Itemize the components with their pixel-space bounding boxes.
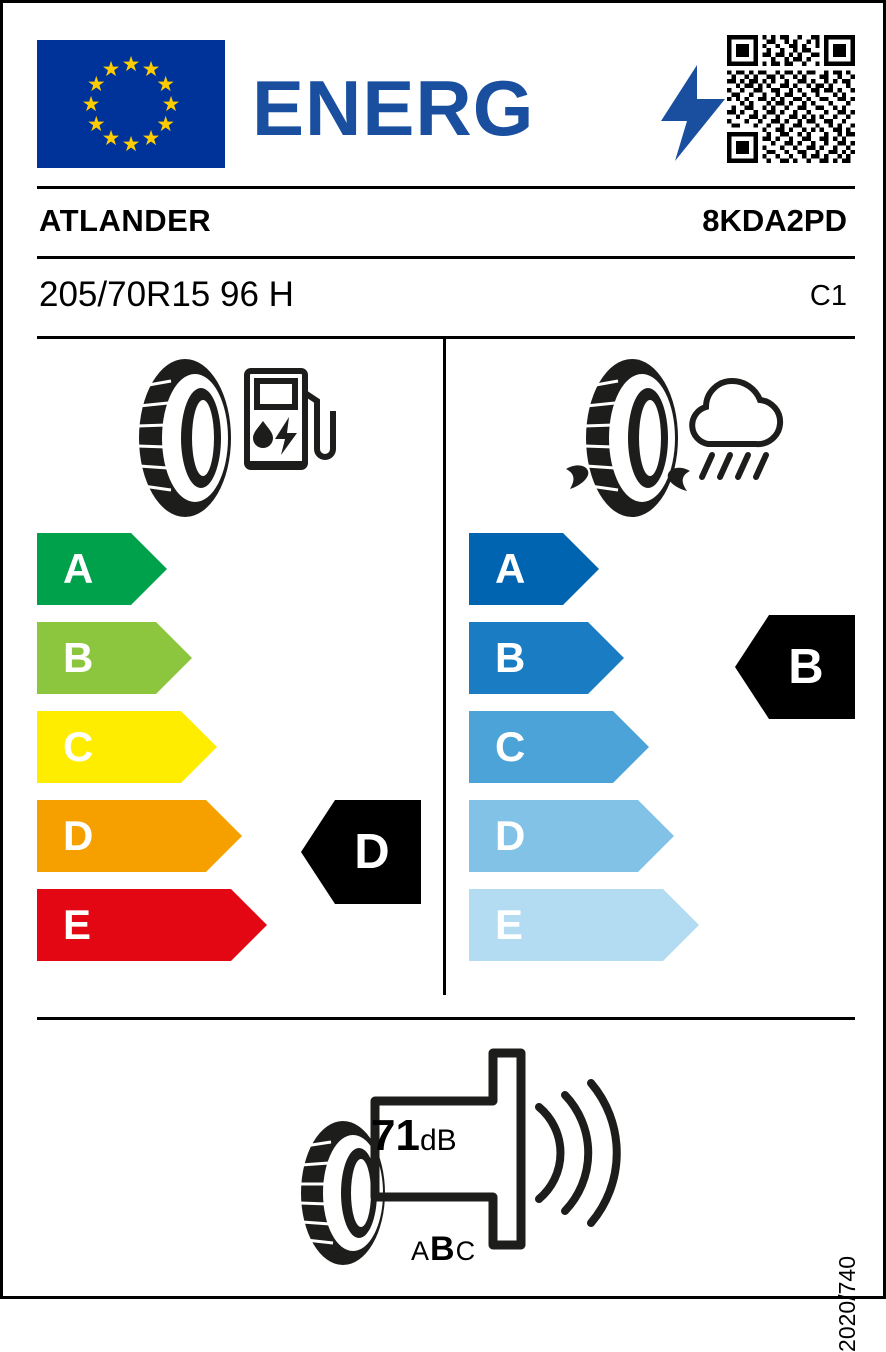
wet-grip-scale [469,533,699,978]
fuel-grade-row [37,711,267,783]
noise-class-c: C [455,1236,477,1266]
wet-grade-row [469,533,699,605]
fuel-grade-row [37,533,267,605]
fuel-grade-letter: A [63,545,94,592]
wet-grip-selected-marker [735,615,855,719]
supplier-name: ATLANDER [39,203,212,238]
eu-star-icon: ★ [86,72,106,96]
tyre-type-code: 8KDA2PD [702,203,847,238]
wet-grade-letter: E [495,901,524,948]
wet-grade-letter: A [495,545,526,592]
eu-flag-icon [37,40,225,168]
divider-bottom [37,336,855,339]
rain-cloud-tyre-icon [530,351,795,526]
wet-grade-row [469,622,699,694]
fuel-grade-letter: C [63,723,94,770]
eu-star-icon: ★ [101,127,121,151]
noise-decibels: 71 [371,1111,420,1160]
wet-grade-letter: B [495,634,526,681]
tyre-size-designation: 205/70R15 96 H [39,275,294,314]
noise-class-scale [411,1230,476,1269]
wet-grade-row [469,889,699,961]
fuel-grade-row [37,800,267,872]
page-title: ENERG [252,64,535,152]
fuel-grade-letter: E [63,901,92,948]
eu-star-icon: ★ [121,132,141,156]
eu-star-icon: ★ [101,57,121,81]
wet-grade-row [469,800,699,872]
eu-star-icon: ★ [121,52,141,76]
fuel-grade-b [37,622,267,694]
divider-mid [37,256,855,259]
lightning-bolt-icon [657,65,729,161]
divider-top [37,186,855,189]
fuel-grade-e [37,889,267,961]
eu-star-icon: ★ [81,92,101,116]
fuel-pump-tyre-icon [123,351,333,526]
eu-star-icon: ★ [141,57,161,81]
eu-star-icon: ★ [156,112,176,136]
fuel-grade-d [37,800,267,872]
noise-class-a: A [411,1236,431,1266]
fuel-efficiency-selected-marker [301,800,421,904]
divider-noise [37,1017,855,1020]
noise-unit: dB [419,1124,457,1157]
fuel-grade-c [37,711,267,783]
wet-grip-grade: B [788,640,824,694]
wet-grade-a [469,533,699,605]
eu-star-icon: ★ [156,72,176,96]
wet-grade-letter: C [495,723,526,770]
wet-grade-d [469,800,699,872]
qr-code-icon [727,35,855,163]
label-header [37,35,855,175]
eu-star-icon: ★ [141,127,161,151]
fuel-grade-row [37,889,267,961]
wet-grade-row [469,711,699,783]
wet-grade-c [469,711,699,783]
wet-grade-letter: D [495,812,526,859]
wet-grade-e [469,889,699,961]
fuel-efficiency-scale [37,533,267,978]
fuel-grade-letter: D [63,812,94,859]
fuel-grade-row [37,622,267,694]
noise-value [371,1111,457,1161]
fuel-grade-letter: B [63,634,94,681]
noise-class-b: B [430,1230,456,1268]
wet-grade-b [469,622,699,694]
regulation-reference: 2020/740 [834,1256,860,1352]
tyre-class: C1 [809,280,847,312]
eu-star-icon: ★ [86,112,106,136]
divider-vertical [443,339,446,995]
fuel-grade-a [37,533,267,605]
eu-star-icon: ★ [161,92,181,116]
fuel-efficiency-grade: D [354,825,390,879]
